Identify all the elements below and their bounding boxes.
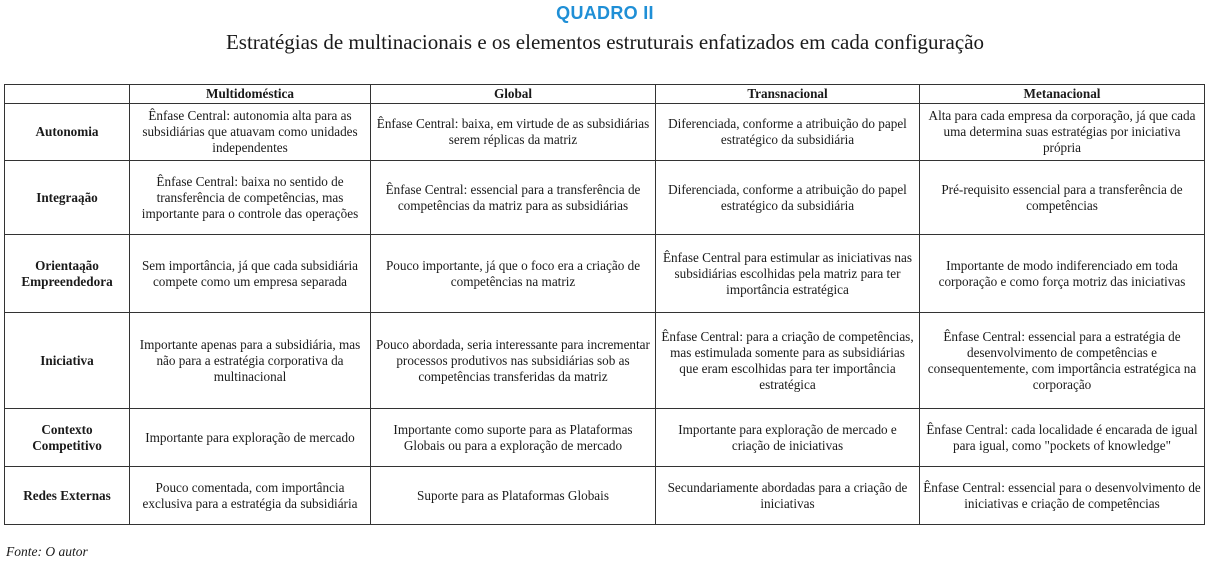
table-cell: Ênfase Central: cada localidade é encarada de igual para igual, como "pockets of knowledge" xyxy=(920,409,1205,467)
table-cell: Sem importância, já que cada subsidiária compete como um empresa separada xyxy=(130,235,371,313)
source-note: Fonte: O autor xyxy=(6,544,88,559)
column-header-transnacional: Transnacional xyxy=(656,85,920,104)
row-label: Orientaąão Empreendedora xyxy=(5,235,130,313)
table-row xyxy=(5,161,1205,235)
table-cell: Ênfase Central: essencial para a transferência de competências da matriz para as subsidiárias xyxy=(371,161,656,235)
table-row xyxy=(5,409,1205,467)
table-row xyxy=(5,467,1205,525)
table-cell: Alta para cada empresa da corporação, já que cada uma determina suas estratégias por iniciativa própria xyxy=(920,104,1205,161)
strategies-table xyxy=(4,84,1205,525)
row-label: Iniciativa xyxy=(5,313,130,409)
table-cell: Diferenciada, conforme a atribuição do papel estratégico da subsidiária xyxy=(656,161,920,235)
table-cell: Ênfase Central: essencial para o desenvolvimento de iniciativas e criação de competências xyxy=(920,467,1205,525)
table-cell: Pouco abordada, seria interessante para incrementar processos produtivos nas subsidiárias sob as competências transferidas da matriz xyxy=(371,313,656,409)
row-label: Integraąão xyxy=(5,161,130,235)
column-header-multidomestica: Multidoméstica xyxy=(130,85,371,104)
column-header-global: Global xyxy=(371,85,656,104)
table-cell: Ênfase Central: baixa, em virtude de as subsidiárias serem réplicas da matriz xyxy=(371,104,656,161)
table-cell: Importante para exploração de mercado e criação de iniciativas xyxy=(656,409,920,467)
corner-cell xyxy=(5,85,130,104)
figure-label: QUADRO II xyxy=(556,3,654,23)
row-label: Contexto Competitivo xyxy=(5,409,130,467)
table-cell: Diferenciada, conforme a atribuição do papel estratégico da subsidiária xyxy=(656,104,920,161)
table-cell: Suporte para as Plataformas Globais xyxy=(371,467,656,525)
header-row xyxy=(5,85,1205,104)
row-label: Redes Externas xyxy=(5,467,130,525)
table-cell: Importante de modo indiferenciado em toda corporação e como força motriz das iniciativas xyxy=(920,235,1205,313)
table-cell: Pré-requisito essencial para a transferência de competências xyxy=(920,161,1205,235)
table-cell: Ênfase Central para estimular as iniciativas nas subsidiárias escolhidas pela matriz para ter importância estratégica xyxy=(656,235,920,313)
figure-title: Estratégias de multinacionais e os elementos estruturais enfatizados em cada configuração xyxy=(225,30,985,54)
table-row xyxy=(5,235,1205,313)
table-cell: Importante para exploração de mercado xyxy=(130,409,371,467)
row-label: Autonomia xyxy=(5,104,130,161)
table-cell: Importante como suporte para as Plataformas Globais ou para a exploração de mercado xyxy=(371,409,656,467)
table-cell: Ênfase Central: para a criação de competências, mas estimulada somente para as subsidiárias que eram escolhidas para ter importância estratégica xyxy=(656,313,920,409)
table-cell: Pouco comentada, com importância exclusiva para a estratégia da subsidiária xyxy=(130,467,371,525)
table-cell: Pouco importante, já que o foco era a criação de competências na matriz xyxy=(371,235,656,313)
table-cell: Ênfase Central: essencial para a estratégia de desenvolvimento de competências e consequentemente, com importância estratégica na corporação xyxy=(920,313,1205,409)
table-cell: Ênfase Central: baixa no sentido de transferência de competências, mas importante para o controle das operações xyxy=(130,161,371,235)
table-row xyxy=(5,104,1205,161)
table-cell: Secundariamente abordadas para a criação de iniciativas xyxy=(656,467,920,525)
table-cell: Ênfase Central: autonomia alta para as subsidiárias que atuavam como unidades independentes xyxy=(130,104,371,161)
table-cell: Importante apenas para a subsidiária, mas não para a estratégia corporativa da multinacional xyxy=(130,313,371,409)
table-row xyxy=(5,313,1205,409)
column-header-metanacional: Metanacional xyxy=(920,85,1205,104)
